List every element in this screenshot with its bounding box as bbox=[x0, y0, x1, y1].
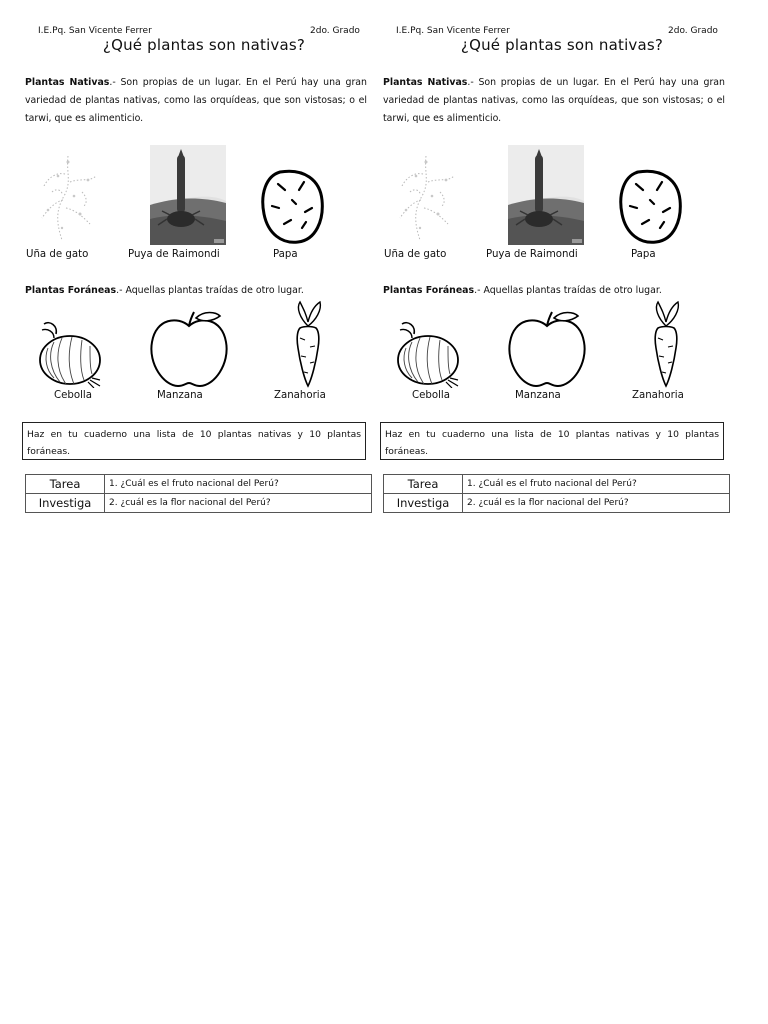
foreign-label-manzana: Manzana bbox=[157, 390, 203, 401]
foreign-term: Plantas Foráneas bbox=[383, 285, 475, 296]
school-name: I.E.Pq. San Vicente Ferrer bbox=[396, 26, 510, 36]
grade-label: 2do. Grado bbox=[668, 26, 718, 36]
native-term: Plantas Nativas bbox=[383, 77, 468, 88]
onion-image bbox=[34, 318, 104, 388]
foreign-text: Aquellas plantas traídas de otro lugar. bbox=[125, 285, 304, 296]
task-question-1: 1. ¿Cuál es el fruto nacional del Perú? bbox=[463, 475, 730, 494]
apple-image bbox=[148, 308, 230, 388]
native-sep: .- bbox=[467, 77, 474, 88]
foreign-sep: .- bbox=[474, 285, 481, 296]
native-label-una-de-gato: Uña de gato bbox=[384, 249, 447, 260]
worksheet-right bbox=[376, 0, 748, 520]
foreign-definition bbox=[383, 282, 725, 300]
native-text: Son propias de un lugar. En el Perú hay una gran variedad de plantas nativas, como las orquídeas, que son vistosas; o el tarwi, que es alimenticio. bbox=[383, 77, 725, 124]
native-definition bbox=[383, 74, 725, 128]
potato-image bbox=[258, 168, 326, 246]
foreign-definition bbox=[25, 282, 367, 300]
task-label-tarea: Tarea bbox=[384, 475, 463, 494]
una-de-gato-image bbox=[32, 152, 106, 244]
task-question-1: 1. ¿Cuál es el fruto nacional del Perú? bbox=[105, 475, 372, 494]
una-de-gato-image bbox=[390, 152, 464, 244]
native-label-puya-de-raimondi: Puya de Raimondi bbox=[128, 249, 220, 260]
homework-table bbox=[383, 474, 730, 513]
worksheet-left bbox=[18, 0, 390, 520]
puya-raimondi-image bbox=[508, 145, 584, 245]
foreign-sep: .- bbox=[116, 285, 123, 296]
page-title: ¿Qué plantas son nativas? bbox=[460, 36, 664, 54]
instruction-box: Haz en tu cuaderno una lista de 10 plantas nativas y 10 plantas foráneas. bbox=[380, 422, 724, 460]
native-label-papa: Papa bbox=[273, 249, 298, 260]
carrot-image bbox=[288, 300, 328, 388]
foreign-label-zanahoria: Zanahoria bbox=[274, 390, 326, 401]
native-sep: .- bbox=[109, 77, 116, 88]
native-label-puya-de-raimondi: Puya de Raimondi bbox=[486, 249, 578, 260]
task-label-investiga: Investiga bbox=[384, 494, 463, 513]
task-label-tarea: Tarea bbox=[26, 475, 105, 494]
task-label-investiga: Investiga bbox=[26, 494, 105, 513]
potato-image bbox=[616, 168, 684, 246]
instruction-box: Haz en tu cuaderno una lista de 10 plantas nativas y 10 plantas foráneas. bbox=[22, 422, 366, 460]
apple-image bbox=[506, 308, 588, 388]
page-title: ¿Qué plantas son nativas? bbox=[102, 36, 306, 54]
native-definition bbox=[25, 74, 367, 128]
native-label-una-de-gato: Uña de gato bbox=[26, 249, 89, 260]
native-label-papa: Papa bbox=[631, 249, 656, 260]
foreign-label-cebolla: Cebolla bbox=[412, 390, 450, 401]
grade-label: 2do. Grado bbox=[310, 26, 360, 36]
onion-image bbox=[392, 318, 462, 388]
task-question-2: 2. ¿cuál es la flor nacional del Perú? bbox=[105, 494, 372, 513]
foreign-label-manzana: Manzana bbox=[515, 390, 561, 401]
foreign-term: Plantas Foráneas bbox=[25, 285, 117, 296]
foreign-text: Aquellas plantas traídas de otro lugar. bbox=[483, 285, 662, 296]
foreign-label-cebolla: Cebolla bbox=[54, 390, 92, 401]
carrot-image bbox=[646, 300, 686, 388]
native-term: Plantas Nativas bbox=[25, 77, 110, 88]
native-text: Son propias de un lugar. En el Perú hay una gran variedad de plantas nativas, como las orquídeas, que son vistosas; o el tarwi, que es alimenticio. bbox=[25, 77, 367, 124]
task-question-2: 2. ¿cuál es la flor nacional del Perú? bbox=[463, 494, 730, 513]
school-name: I.E.Pq. San Vicente Ferrer bbox=[38, 26, 152, 36]
puya-raimondi-image bbox=[150, 145, 226, 245]
homework-table bbox=[25, 474, 372, 513]
foreign-label-zanahoria: Zanahoria bbox=[632, 390, 684, 401]
